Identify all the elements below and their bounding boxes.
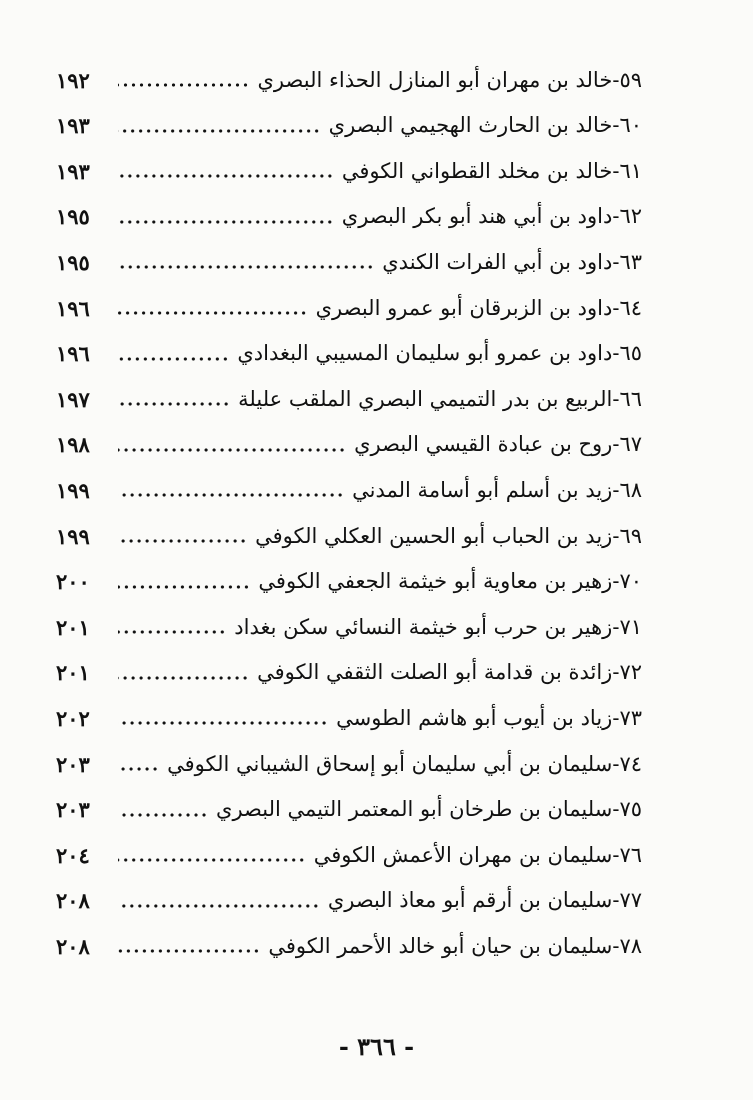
entry-page-number: ٢٠٨ <box>56 933 90 959</box>
dot-leader <box>118 125 321 137</box>
entry-title: زيد بن أسلم أبو أسامة المدني <box>352 477 613 502</box>
entry-page-number: ١٩٩ <box>56 477 90 503</box>
entry-page-number: ١٩٣ <box>56 158 90 184</box>
toc-entry <box>56 332 642 376</box>
dot-leader <box>118 79 250 91</box>
dot-leader <box>118 398 230 410</box>
toc-entry <box>56 560 642 604</box>
entry-page-number: ٢٠٠ <box>56 569 90 595</box>
entry-title: سليمان بن حيان أبو خالد الأحمر الكوفي <box>268 933 613 958</box>
entry-page-number: ١٩٣ <box>56 113 90 139</box>
entry-title: زياد بن أيوب أبو هاشم الطوسي <box>336 705 613 730</box>
entry-number: ٧٧- <box>612 888 642 913</box>
entry-number: ٧٥- <box>612 797 642 822</box>
toc-entry <box>56 58 642 102</box>
entry-number: ٧٣- <box>612 705 642 730</box>
entry-page-number: ٢٠٤ <box>56 842 90 868</box>
toc-entry <box>56 605 642 649</box>
entry-title: سليمان بن أرقم أبو معاذ البصري <box>327 888 613 913</box>
entry-page-number: ١٩٢ <box>56 67 90 93</box>
toc-entry <box>56 696 642 740</box>
entry-title: سليمان بن طرخان أبو المعتمر التيمي البصري <box>216 797 613 822</box>
entry-page-number: ٢٠٨ <box>56 888 90 914</box>
entry-title: سليمان بن مهران الأعمش الكوفي <box>313 842 613 867</box>
toc-entry <box>56 833 642 877</box>
entry-number: ٧٦- <box>612 842 642 867</box>
entry-title: سليمان بن أبي سليمان أبو إسحاق الشيباني الكوفي <box>167 751 613 776</box>
entry-number: ٦٥- <box>612 341 642 366</box>
entry-number: ٧٨- <box>612 933 642 958</box>
dot-leader <box>118 900 320 912</box>
entry-number: ٦٤- <box>612 295 642 320</box>
entry-title: الربيع بن بدر التميمي البصري الملقب عليلة <box>238 386 613 411</box>
entry-title: زائدة بن قدامة أبو الصلت الثقفي الكوفي <box>257 660 613 685</box>
dot-leader <box>118 854 306 866</box>
dot-leader <box>118 535 247 547</box>
entry-number: ٦٦- <box>612 386 642 411</box>
entry-page-number: ١٩٦ <box>56 341 90 367</box>
entry-title: روح بن عبادة القيسي البصري <box>354 432 613 457</box>
entry-page-number: ٢٠١ <box>56 614 90 640</box>
entry-page-number: ١٩٥ <box>56 204 90 230</box>
toc-entry <box>56 924 642 968</box>
toc-entry <box>56 240 642 284</box>
entry-title: داود بن الزبرقان أبو عمرو البصري <box>315 295 613 320</box>
toc-entry <box>56 742 642 786</box>
toc-entry <box>56 195 642 239</box>
dot-leader <box>118 945 260 957</box>
entry-title: خالد بن مخلد القطواني الكوفي <box>341 158 613 183</box>
entry-title: داود بن عمرو أبو سليمان المسيبي البغدادي <box>237 341 613 366</box>
entry-page-number: ٢٠٣ <box>56 751 90 777</box>
dot-leader <box>118 581 250 593</box>
entry-title: خالد بن مهران أبو المنازل الحذاء البصري <box>257 67 613 92</box>
entry-number: ٦٠- <box>612 113 642 138</box>
toc-entry <box>56 149 642 193</box>
dot-leader <box>118 717 328 729</box>
entry-number: ٧٢- <box>612 660 642 685</box>
toc-entry <box>56 879 642 923</box>
entry-title: زهير بن معاوية أبو خيثمة الجعفي الكوفي <box>258 569 613 594</box>
dot-leader <box>118 307 308 319</box>
entry-page-number: ٢٠١ <box>56 660 90 686</box>
toc-entry <box>56 423 642 467</box>
toc-entry <box>56 104 642 148</box>
toc-entry <box>56 788 642 832</box>
toc-entry <box>56 514 642 558</box>
page-number-footer: - ٣٦٦ - <box>338 1032 415 1061</box>
entry-number: ٦٣- <box>612 249 642 274</box>
toc-entry <box>56 377 642 421</box>
entry-number: ٧٠- <box>612 569 642 594</box>
entry-title: زهير بن حرب أبو خيثمة النسائي سكن بغداد <box>234 614 613 639</box>
entry-page-number: ١٩٩ <box>56 523 90 549</box>
entry-page-number: ١٩٨ <box>56 432 90 458</box>
entry-title: خالد بن الحارث الهجيمي البصري <box>328 113 613 138</box>
entry-page-number: ٢٠٣ <box>56 797 90 823</box>
dot-leader <box>118 626 226 638</box>
dot-leader <box>118 216 334 228</box>
dot-leader <box>118 353 229 365</box>
toc-entry <box>56 651 642 695</box>
dot-leader <box>118 809 208 821</box>
entry-number: ٥٩- <box>612 67 642 92</box>
entry-number: ٧١- <box>612 614 642 639</box>
dot-leader <box>118 489 344 501</box>
dot-leader <box>118 672 249 684</box>
toc-entry <box>56 286 642 330</box>
entry-page-number: ٢٠٢ <box>56 705 90 731</box>
entry-page-number: ١٩٧ <box>56 386 90 412</box>
dot-leader <box>118 444 346 456</box>
entry-title: داود بن أبي الفرات الكندي <box>382 249 613 274</box>
entry-title: داود بن أبي هند أبو بكر البصري <box>341 204 613 229</box>
dot-leader <box>118 261 374 273</box>
entry-number: ٦٨- <box>612 477 642 502</box>
dot-leader <box>118 170 334 182</box>
entry-page-number: ١٩٦ <box>56 295 90 321</box>
entry-number: ٦٩- <box>612 523 642 548</box>
entry-number: ٧٤- <box>612 751 642 776</box>
entry-number: ٦٢- <box>612 204 642 229</box>
entry-title: زيد بن الحباب أبو الحسين العكلي الكوفي <box>255 523 613 548</box>
toc-entry <box>56 468 642 512</box>
entry-number: ٦١- <box>612 158 642 183</box>
dot-leader <box>118 763 159 775</box>
entry-number: ٦٧- <box>612 432 642 457</box>
entry-page-number: ١٩٥ <box>56 249 90 275</box>
